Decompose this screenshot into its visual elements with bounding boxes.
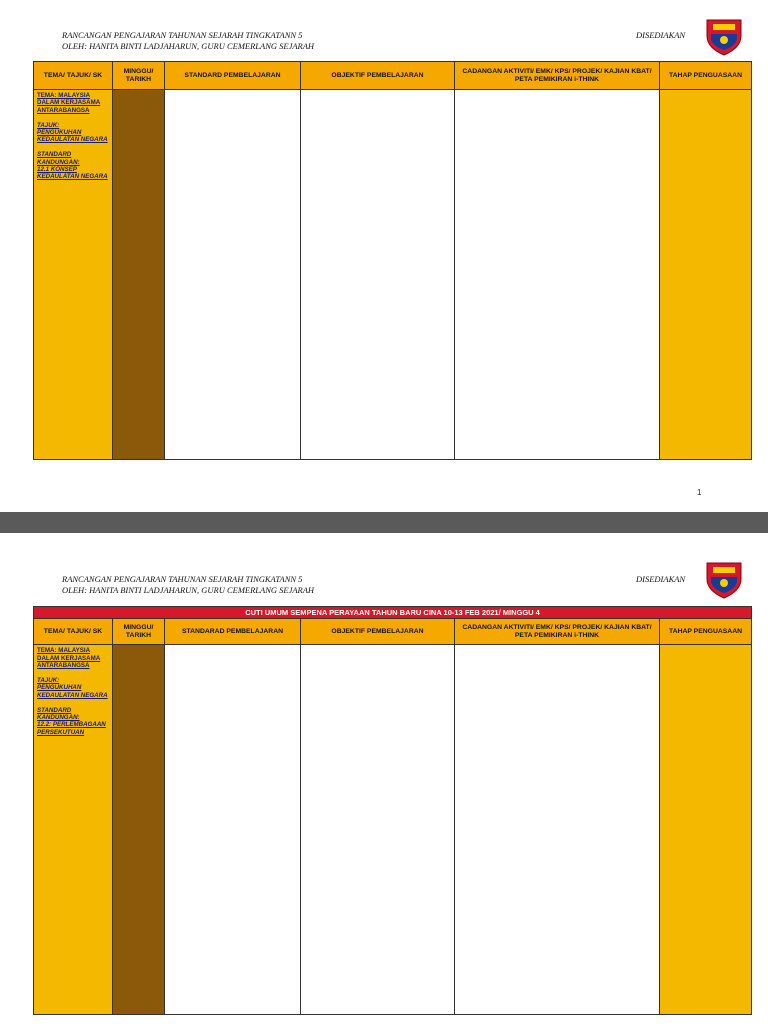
tahap-penguasaan-cell [660,645,752,1015]
tahap-penguasaan-cell [660,90,752,460]
document-page-2 [0,533,768,1024]
minggu-cell [113,645,165,1015]
col-header-minggu: MINGGU/ TARIKH [113,62,165,90]
col-header-tema: TEMA/ TAJUK/ SK [34,62,113,90]
tema-cell [34,645,113,1015]
col-header-tahap: TAHAP PENGUASAAN [660,619,752,645]
minggu-cell [113,90,165,460]
disediakan-label: DISEDIAKAN [636,574,686,584]
cadangan-aktiviti-cell [455,645,660,1015]
standard-label: STANDARD KANDUNGAN: [37,706,80,722]
disediakan-label: DISEDIAKAN [636,30,686,40]
header-title: RANCANGAN PENGAJARAN TAHUNAN SEJARAH TINGKATANN 5 [62,574,303,584]
header-title: RANCANGAN PENGAJARAN TAHUNAN SEJARAH TINGKATANN 5 [62,30,303,40]
tajuk-text: PENGUKUHAN KEDAULATAN NEGARA [37,129,108,144]
tema-cell [34,90,113,460]
objektif-cell [301,645,455,1015]
header-author: OLEH: HANITA BINTI LADJAHARUN, GURU CEMERLANG SEJARAH [62,41,315,51]
school-crest-icon [703,559,745,599]
col-header-objektif: OBJEKTIF PEMBELAJARAN [301,619,455,645]
school-crest-icon [703,16,745,56]
col-header-standard: STANDARAD PEMBELAJARAN [165,619,301,645]
col-header-tahap: TAHAP PENGUASAAN [660,62,752,90]
col-header-minggu: MINGGU/ TARIKH [113,619,165,645]
standard-pembelajaran-cell [165,90,301,460]
col-header-cadangan: CADANGAN AKTIVITI/ EMK/ KPS/ PROJEK/ KAJIAN KBAT/ PETA PEMIKIRAN i-THINK [455,62,660,90]
page-header [62,30,314,52]
tajuk-label: TAJUK: [37,677,60,685]
col-header-tema: TEMA/ TAJUK/ SK [34,619,113,645]
standard-text: 12.2: PERLEMBAGAAN PERSEKUTUAN [37,721,106,736]
tajuk-text: PENGUKUHAN KEDAULATAN NEGARA [37,684,108,699]
col-header-objektif: OBJEKTIF PEMBELAJARAN [301,62,455,90]
page-number: 1 [697,488,702,497]
standard-pembelajaran-cell [165,645,301,1015]
col-header-standard: STANDARD PEMBELAJARAN [165,62,301,90]
standard-text: 12.1 KONSEP KEDAULATAN NEGARA [37,166,108,181]
tema-text: TEMA: MALAYSIA DALAM KERJASAMA ANTARABANGSA [37,647,101,670]
lesson-plan-table [33,606,752,1015]
col-header-cadangan: CADANGAN AKTIVITI/ EMK/ KPS/ PROJEK/ KAJIAN KBAT/ PETA PEMIKIRAN i-THINK [455,619,660,645]
lesson-plan-table [33,61,752,460]
tajuk-label: TAJUK: [37,121,60,129]
objektif-cell [301,90,455,460]
cadangan-aktiviti-cell [455,90,660,460]
standard-label: STANDARD KANDUNGAN: [37,151,80,166]
holiday-banner: CUTI UMUM SEMPENA PERAYAAN TAHUN BARU CINA 10-13 FEB 2021/ MINGGU 4 [34,607,752,619]
page-header [62,574,314,596]
header-author: OLEH: HANITA BINTI LADJAHARUN, GURU CEMERLANG SEJARAH [62,585,315,595]
tema-text: TEMA: MALAYSIA DALAM KERJASAMA ANTARABANGSA [37,92,101,114]
